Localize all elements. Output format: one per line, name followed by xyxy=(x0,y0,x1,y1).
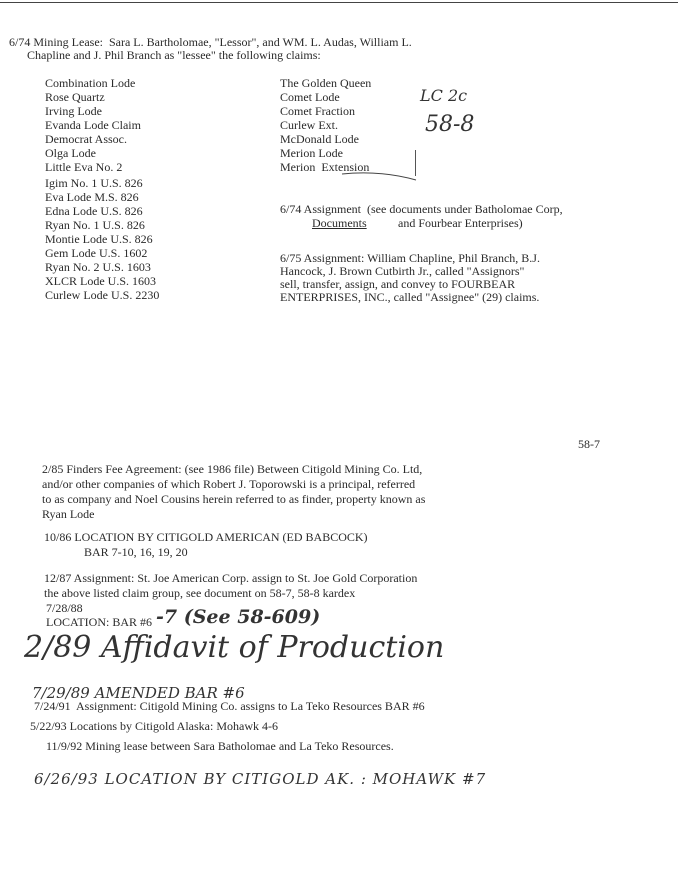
entry-11992: 11/9/92 Mining lease between Sara Batholomae and La Teko Resources. xyxy=(46,739,394,753)
claim-item: Gem Lode U.S. 1602 xyxy=(45,246,148,260)
entry-72491: 7/24/91 Assignment: Citigold Mining Co. assigns to La Teko Resources BAR #6 xyxy=(34,699,425,713)
claim-item: Olga Lode xyxy=(45,146,96,160)
claim-item: Evanda Lode Claim xyxy=(45,118,141,132)
handwritten-location-62693: 6/26/93 LOCATION BY CITIGOLD AK. : MOHAWK #7 xyxy=(34,770,487,788)
claim-item: Montie Lode U.S. 826 xyxy=(45,232,153,246)
claim-item: The Golden Queen xyxy=(280,76,372,90)
location-1086-line-1: 10/86 LOCATION BY CITIGOLD AMERICAN (ED BABCOCK) xyxy=(44,530,368,544)
claim-item: Comet Lode xyxy=(280,90,340,104)
handwritten-amended: 7/29/89 AMENDED BAR #6 xyxy=(32,684,245,702)
claim-item: Democrat Assoc. xyxy=(45,132,127,146)
finders-fee-line: and/or other companies of which Robert J. Toporowski is a principal, referred xyxy=(42,477,416,491)
assignment-675-line: ENTERPRISES, INC., called "Assignee" (29) claims. xyxy=(280,290,540,304)
finders-fee-line: 2/85 Finders Fee Agreement: (see 1986 file) Between Citigold Mining Co. Ltd, xyxy=(42,462,423,476)
claim-item: Eva Lode M.S. 826 xyxy=(45,190,139,204)
assignment-674-documents: Documents xyxy=(312,216,367,230)
claim-item: Merion Lode xyxy=(280,146,343,160)
page-reference: 58-7 xyxy=(578,437,600,451)
claim-item: Curlew Ext. xyxy=(280,118,338,132)
claim-item: Irving Lode xyxy=(45,104,102,118)
claim-item: Igim No. 1 U.S. 826 xyxy=(45,176,143,190)
claim-item: Ryan No. 2 U.S. 1603 xyxy=(45,260,151,274)
bracket-curve xyxy=(340,170,420,184)
claim-item: Little Eva No. 2 xyxy=(45,160,123,174)
entry-52293: 5/22/93 Locations by Citigold Alaska: Mohawk 4-6 xyxy=(30,719,278,733)
claim-item: XLCR Lode U.S. 1603 xyxy=(45,274,156,288)
assignment-1287-line: the above listed claim group, see document on 58-7, 58-8 kardex xyxy=(44,586,356,600)
assignment-675-line: 6/75 Assignment: William Chapline, Phil Branch, B.J. xyxy=(280,251,540,265)
claim-item: Merion Extension xyxy=(280,160,370,174)
claim-item: Ryan No. 1 U.S. 826 xyxy=(45,218,145,232)
top-rule xyxy=(0,2,678,3)
handwritten-note-top: LC 2c xyxy=(420,86,468,105)
handwritten-affidavit: 2/89 Affidavit of Production xyxy=(24,630,445,665)
claim-item: Comet Fraction xyxy=(280,104,355,118)
assignment-674-line-1: 6/74 Assignment (see documents under Batholomae Corp, xyxy=(280,202,563,216)
lease-header-line-1: 6/74 Mining Lease: Sara L. Bartholomae, "Lessor", and WM. L. Audas, William L. xyxy=(9,35,412,49)
finders-fee-line: Ryan Lode xyxy=(42,507,95,521)
claim-item: McDonald Lode xyxy=(280,132,359,146)
assignment-674-line-2: and Fourbear Enterprises) xyxy=(398,216,523,230)
assignment-675-line: Hancock, J. Brown Cutbirth Jr., called "Assignors" xyxy=(280,264,525,278)
finders-fee-line: to as company and Noel Cousins herein referred to as finder, property known as xyxy=(42,492,426,506)
handwritten-note-58-8: 58-8 xyxy=(425,112,475,137)
assignment-1287-location: LOCATION: BAR #6 xyxy=(46,615,153,629)
assignment-1287-line: 12/87 Assignment: St. Joe American Corp. assign to St. Joe Gold Corporation xyxy=(44,571,418,585)
assignment-675-line: sell, transfer, assign, and convey to FOURBEAR xyxy=(280,277,516,291)
claim-item: Edna Lode U.S. 826 xyxy=(45,204,143,218)
claim-item: Rose Quartz xyxy=(45,90,105,104)
assignment-1287-date: 7/28/88 xyxy=(46,601,83,615)
handwritten-location-note: -7 (See 58-609) xyxy=(156,606,321,628)
location-1086-line-2: BAR 7-10, 16, 19, 20 xyxy=(84,545,188,559)
lease-header-line-2: Chapline and J. Phil Branch as "lessee" the following claims: xyxy=(27,48,321,62)
claim-item: Combination Lode xyxy=(45,76,136,90)
claim-item: Curlew Lode U.S. 2230 xyxy=(45,288,160,302)
